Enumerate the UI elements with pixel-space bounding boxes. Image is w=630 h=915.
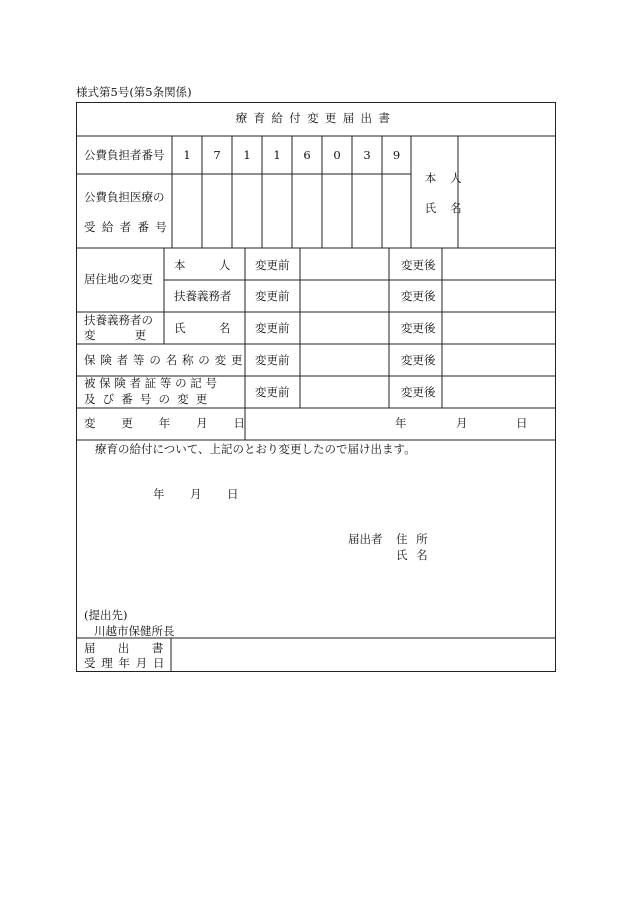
row-self-label: 本人 <box>174 258 264 272</box>
public-payer-number-label: 公費負担者番号 <box>84 148 165 162</box>
submitter-name-label: 氏名 <box>396 548 437 562</box>
person-label-line2: 氏名 <box>424 201 476 215</box>
after-label: 変更後 <box>401 353 436 367</box>
submission-month: 月 <box>190 487 202 501</box>
address-label: 住所 <box>396 532 437 546</box>
person-label-line1: 本人 <box>424 171 476 185</box>
before-label: 変更前 <box>255 385 290 399</box>
before-label: 変更前 <box>255 258 290 272</box>
submit-to-value: 川越市保健所長 <box>94 624 175 638</box>
before-label: 変更前 <box>255 353 290 367</box>
submit-to-label: (提出先) <box>84 608 128 622</box>
insurer-change-label: 保険者等の名称の変更 <box>84 353 248 367</box>
after-label: 変更後 <box>401 385 436 399</box>
change-date-year: 年 <box>395 416 407 430</box>
guardian-change-label-line2: 変更 <box>84 328 186 342</box>
statement: 療育の給付について、上記のとおり変更したので届け出ます。 <box>95 442 416 456</box>
change-notification-form <box>76 102 556 672</box>
payer-digit: 6 <box>303 148 311 162</box>
form-title: 療育給付変更届出書 <box>235 111 397 125</box>
after-label: 変更後 <box>401 289 436 303</box>
payer-digit: 1 <box>243 148 251 162</box>
submission-day: 日 <box>227 487 239 501</box>
payer-digit: 1 <box>273 148 281 162</box>
residence-change-label: 居住地の変更 <box>84 272 153 286</box>
payer-digit: 7 <box>213 148 221 162</box>
guardian-change-label-line1: 扶養義務者の <box>84 313 153 327</box>
after-label: 変更後 <box>401 258 436 272</box>
recipient-number-label-line1: 公費負担医療の <box>84 190 165 204</box>
receipt-label-line1: 届出書 <box>84 641 186 655</box>
payer-digit: 0 <box>333 148 341 162</box>
change-date-label: 変更年月日 <box>84 416 271 430</box>
payer-digit: 3 <box>363 148 371 162</box>
name-label: 氏名 <box>174 321 264 335</box>
row-guardian-label: 扶養義務者 <box>174 289 232 303</box>
change-date-day: 日 <box>516 416 528 430</box>
submission-year: 年 <box>153 487 165 501</box>
receipt-label-line2: 受理年月日 <box>84 656 171 670</box>
form-caption: 様式第5号(第5条関係) <box>76 85 192 99</box>
recipient-number-label-line2: 受給者番号 <box>84 220 174 234</box>
before-label: 変更前 <box>255 321 290 335</box>
change-date-month: 月 <box>456 416 468 430</box>
after-label: 変更後 <box>401 321 436 335</box>
before-label: 変更前 <box>255 289 290 303</box>
insured-card-label-line2: 及び番号の変更 <box>84 392 215 406</box>
submitter-label: 届出者 <box>348 532 383 546</box>
payer-digit: 1 <box>183 148 191 162</box>
payer-digit: 9 <box>392 148 401 162</box>
insured-card-label-line1: 被保険者証等の記号 <box>84 376 221 390</box>
